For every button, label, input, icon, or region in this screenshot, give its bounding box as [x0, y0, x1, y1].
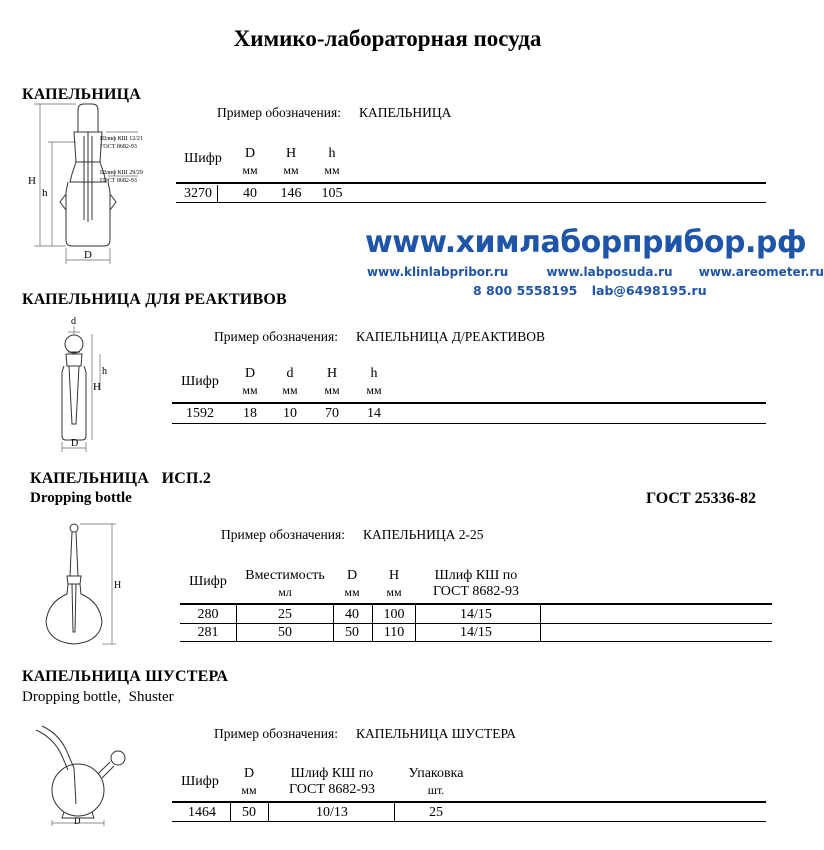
col-header-cipher: Шифр	[181, 774, 219, 789]
section-subtitle: Dropping bottle, Shuster	[22, 689, 174, 705]
example-designation-4	[214, 726, 516, 742]
advertising-banner	[345, 223, 824, 303]
example-value: КАПЕЛЬНИЦА 2-25	[362, 527, 484, 542]
table-cell: 110	[383, 625, 405, 640]
dim-D-label: D	[71, 438, 79, 449]
table-cell: 10/13	[316, 805, 348, 820]
table-row-rule	[172, 423, 766, 424]
example-value: КАПЕЛЬНИЦА Д/РЕАКТИВОВ	[355, 329, 546, 344]
col-header-D: D мм	[344, 568, 360, 599]
table-cell: 25	[429, 805, 443, 820]
reagent-dropper-drawing	[44, 314, 124, 454]
col-header-H: H мм	[386, 568, 402, 599]
col-header-h: h мм	[366, 366, 382, 397]
section-title-dropper-v2: КАПЕЛЬНИЦА ИСП.2	[30, 470, 212, 487]
example-label: Пример обозначения:	[217, 105, 341, 120]
example-designation-2	[214, 329, 545, 345]
table-cell: 1464	[188, 805, 216, 820]
example-designation-1	[217, 105, 451, 121]
table-cell: 70	[325, 406, 339, 421]
example-value: КАПЕЛЬНИЦА	[358, 105, 452, 120]
banner-sites	[367, 265, 824, 279]
table-cell: 14	[367, 406, 381, 421]
table-cell: 25	[278, 607, 292, 622]
col-separator	[230, 803, 231, 821]
table-cell: 14/15	[460, 625, 492, 640]
table-cell: 1592	[186, 406, 214, 421]
example-value: КАПЕЛЬНИЦА ШУСТЕРА	[355, 726, 517, 741]
table-cell: 40	[345, 607, 359, 622]
col-header-cipher: Шифр	[181, 374, 219, 389]
col-header-cipher: Шифр	[189, 574, 227, 589]
col-header-D: D мм	[242, 146, 258, 177]
example-label: Пример обозначения:	[221, 527, 345, 542]
banner-url: www.химлаборприбор.рф	[365, 225, 807, 260]
section-subtitle: Dropping bottle	[30, 490, 132, 506]
table-cell: 14/15	[460, 607, 492, 622]
example-label: Пример обозначения:	[214, 726, 338, 741]
banner-site: www.labposuda.ru	[546, 265, 673, 279]
table-header-rule	[172, 402, 766, 404]
col-header-joint: Шлиф КШ по ГОСТ 8682-93	[432, 568, 520, 599]
col-separator	[217, 185, 218, 202]
col-header-package: Упаковка шт.	[408, 766, 464, 797]
gost-standard: ГОСТ 25336-82	[646, 490, 756, 507]
table-header-rule	[176, 182, 766, 184]
col-header-h: h мм	[324, 146, 340, 177]
table-row-rule	[180, 641, 772, 642]
dim-H-label: H	[114, 580, 122, 591]
table-row-rule	[172, 821, 766, 822]
table-header-rule	[180, 603, 772, 605]
dim-h-label: h	[102, 366, 107, 377]
col-separator	[394, 803, 395, 821]
section-title-reagent-dropper: КАПЕЛЬНИЦА ДЛЯ РЕАКТИВОВ	[22, 291, 287, 308]
col-header-H: H мм	[324, 366, 340, 397]
dim-H-label: H	[93, 381, 101, 393]
dim-H-label: H	[28, 175, 36, 187]
table-cell: 280	[197, 607, 219, 622]
dim-D-label: D	[74, 816, 81, 826]
ground-joint-note-1b: ГОСТ 8682-93	[100, 144, 137, 150]
table-cell: 105	[321, 186, 343, 201]
table-cell: 50	[242, 805, 256, 820]
table-cell: 10	[283, 406, 297, 421]
shuster-dropper-drawing	[34, 716, 144, 826]
table-cell: 40	[243, 186, 257, 201]
col-header-d: d мм	[282, 366, 298, 397]
dim-d-label: d	[71, 316, 76, 327]
ground-joint-note-1: Шлиф КШ 12/21	[100, 136, 143, 142]
dropping-bottle-drawing	[34, 520, 134, 650]
dim-D-label: D	[84, 249, 92, 261]
example-label: Пример обозначения:	[214, 329, 338, 344]
section-title-shuster-dropper: КАПЕЛЬНИЦА ШУСТЕРА	[22, 668, 229, 685]
table-row-rule	[176, 202, 766, 203]
col-header-cipher: Шифр	[184, 151, 222, 166]
table-cell: 146	[280, 186, 302, 201]
table-cell: 281	[197, 625, 219, 640]
banner-phone: 8 800 5558195	[473, 283, 578, 298]
table-cell: 3270	[184, 186, 212, 201]
banner-site: www.areometer.ru	[698, 265, 824, 279]
table-row-rule	[180, 623, 772, 624]
banner-email: lab@6498195.ru	[591, 283, 707, 298]
col-header-joint: Шлиф КШ по ГОСТ 8682-93	[288, 766, 376, 797]
dropper-drawing	[20, 102, 160, 270]
table-cell: 100	[383, 607, 405, 622]
table-cell: 50	[345, 625, 359, 640]
col-header-H: H мм	[283, 146, 299, 177]
col-separator	[268, 803, 269, 821]
col-header-D: D мм	[242, 366, 258, 397]
banner-site: www.klinlabpribor.ru	[367, 265, 509, 279]
table-cell: 18	[243, 406, 257, 421]
dim-h-label: h	[42, 187, 48, 199]
col-header-D: D мм	[241, 766, 257, 797]
page-title: Химико-лабораторная посуда	[233, 26, 542, 51]
ground-joint-note-2b: ГОСТ 8682-93	[100, 178, 137, 184]
section-title-dropper: КАПЕЛЬНИЦА	[22, 86, 142, 103]
table-cell: 50	[278, 625, 292, 640]
col-header-capacity: Вместимость мл	[245, 568, 325, 599]
ground-joint-note-2: Шлиф КШ 29/29	[100, 170, 143, 176]
example-designation-3	[221, 527, 484, 543]
banner-contacts	[473, 283, 707, 298]
table-header-rule	[172, 801, 766, 803]
